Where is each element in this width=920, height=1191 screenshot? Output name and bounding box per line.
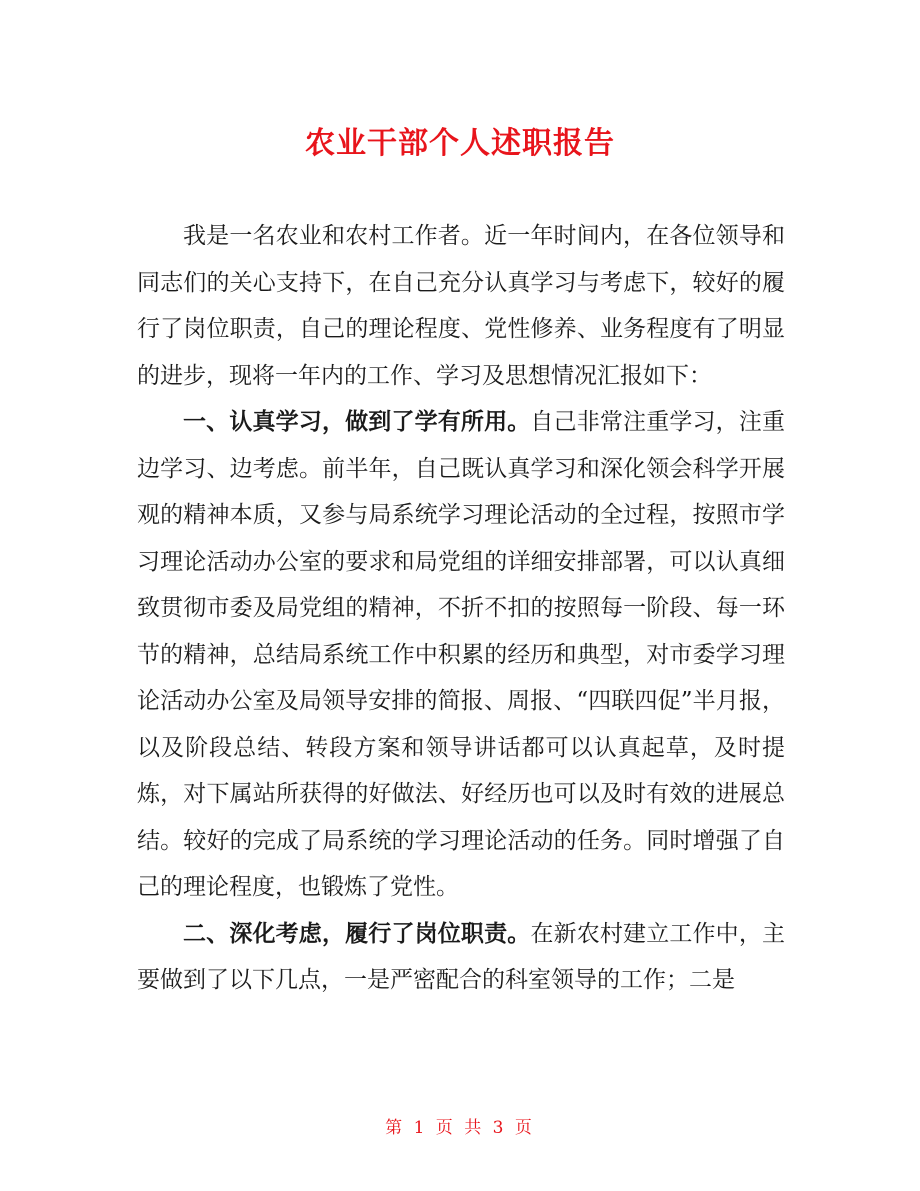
page-number-footer: 第 1 页 共 3 页 [385,1118,535,1138]
paragraph-intro [137,213,785,399]
section-heading: 一、认真学习，做到了学有所用。 [183,408,531,435]
section-heading: 二、深化考虑，履行了岗位职责。 [183,919,531,947]
paragraph-section-2 [137,911,785,1004]
document-body [137,213,785,1004]
paragraph-text: 在新农村建立工作中，主要做到了以下几点，一是严密配合的科室领导的工作；二是 [137,920,786,993]
paragraph-text: 我是一名农业和农村工作者。近一年时间内，在各位领导和同志们的关心支持下，在自己充分认真学习与考虑下，较好的履行了岗位职责，自己的理论程度、党性修养、业务程度有了明显的进步，现将一年内的工作、学习及思想情况汇报如下： [137,223,785,389]
document-title: 农业干部个人述职报告 [305,126,615,161]
paragraph-section-1 [137,399,785,911]
paragraph-text: 自己非常注重学习，注重边学习、边考虑。前半年，自己既认真学习和深化领会科学开展观的精神本质，又参与局系统学习理论活动的全过程，按照市学习理论活动办公室的要求和局党组的详细安排部署，可以认真细致贯彻市委及局党组的精神，不折不扣的按照每一阶段、每一环节的精神，总结局系统工作中积累的经历和典型，对市委学习理论活动办公室及局领导安排的简报、周报、“四联四促”半月报，以及阶段总结、转段方案和领导讲话都可以认真起草，及时提炼，对下属站所获得的好做法、好经历也可以及时有效的进展总结。较好的完成了局系统的学习理论活动的任务。同时增强了自己的理论程度，也锻炼了党性。 [137,409,786,900]
